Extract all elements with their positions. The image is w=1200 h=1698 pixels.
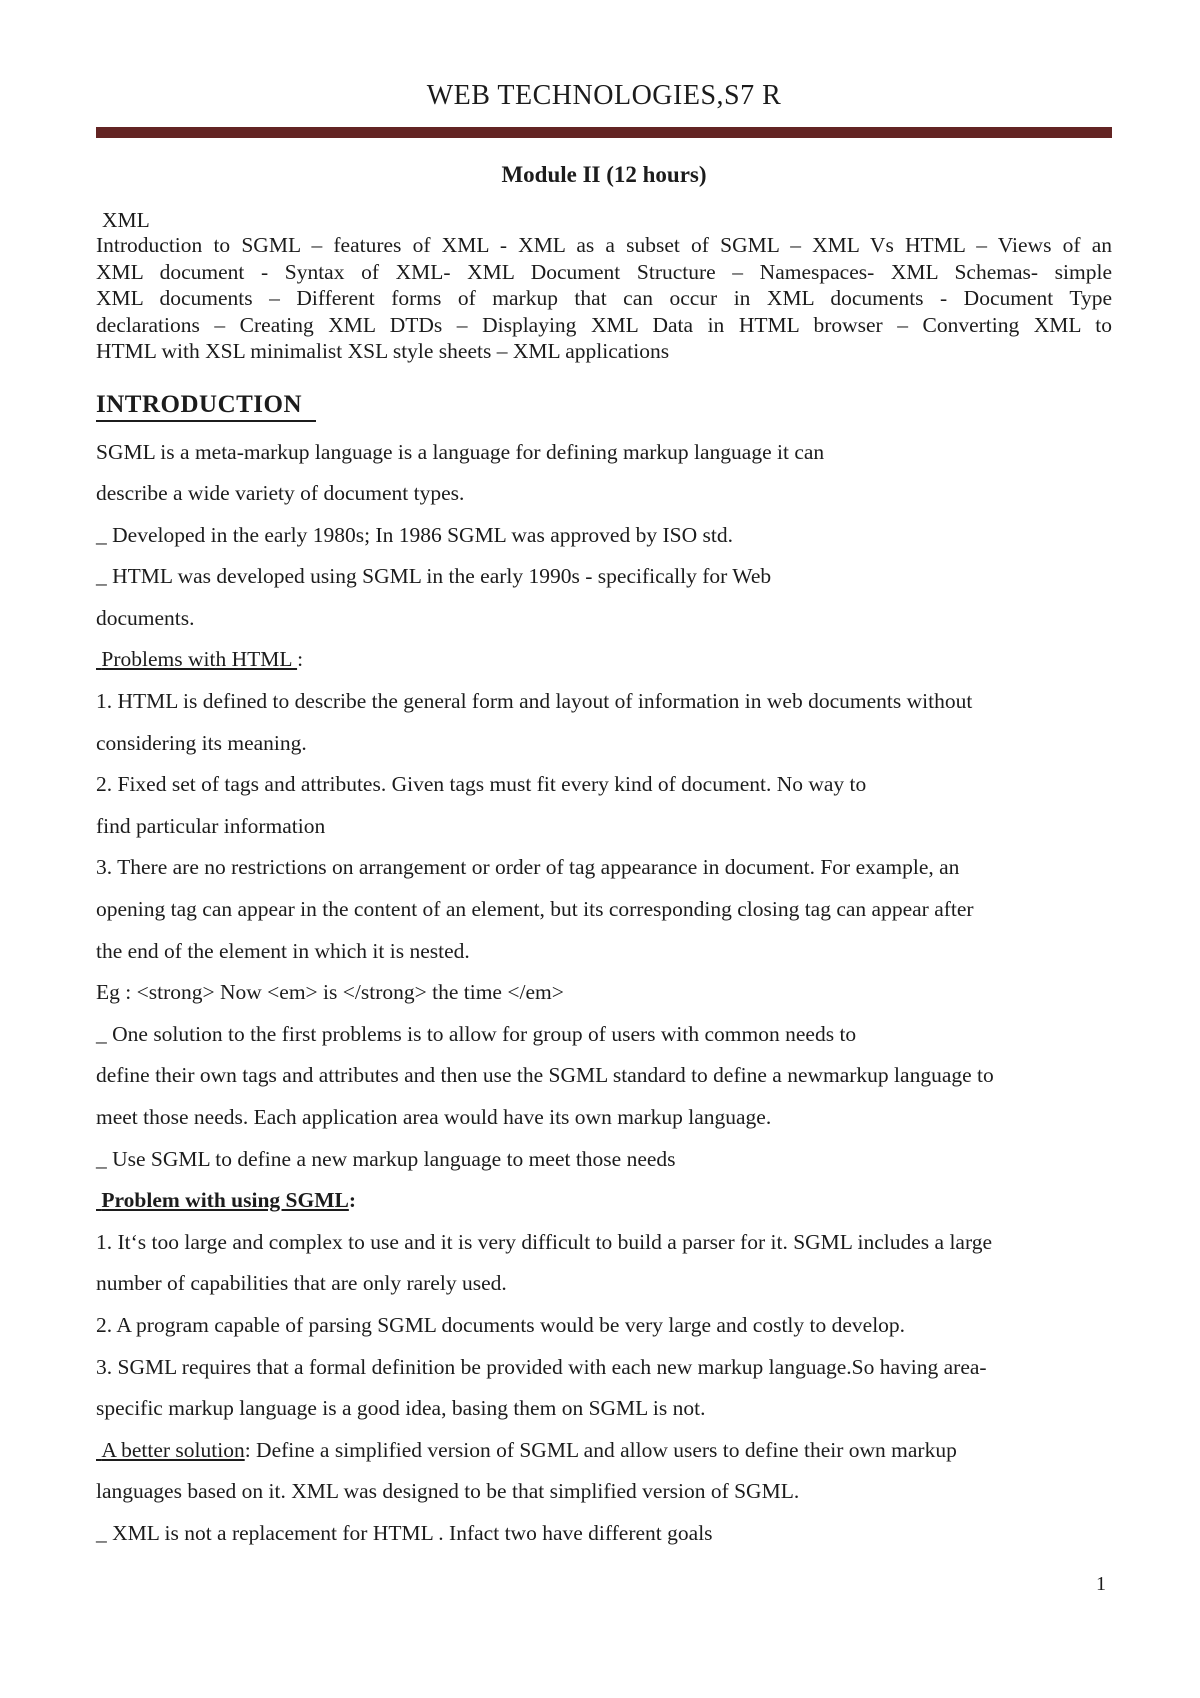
body-line: _ Developed in the early 1980s; In 1986 SGML was approved by ISO std. <box>96 522 733 547</box>
introduction-heading <box>96 391 1112 422</box>
body-line: 3. SGML requires that a formal definition be provided with each new markup language.So having area- <box>96 1354 987 1379</box>
body-line: specific markup language is a good idea, basing them on SGML is not. <box>96 1396 706 1421</box>
body-line: meet those needs. Each application area would have its own markup language. <box>96 1105 772 1129</box>
body-line: 1. It‘s too large and complex to use and it is very difficult to build a parser for it. SGML includes a large <box>96 1229 993 1254</box>
body-line: _ XML is not a replacement for HTML . Infact two have different goals <box>96 1520 713 1545</box>
topic-label: XML <box>102 208 150 232</box>
title-divider-rule <box>96 127 1112 138</box>
body-line: the end of the element in which it is nested. <box>96 938 470 963</box>
syllabus-paragraph <box>96 232 1112 365</box>
body-line: _ Use SGML to define a new markup language to meet those needs <box>96 1146 676 1171</box>
body-line: describe a wide variety of document types. <box>96 481 465 506</box>
page-title: WEB TECHNOLOGIES,S7 R <box>426 80 782 111</box>
syllabus-line: declarations – Creating XML DTDs – Displaying XML Data in HTML browser – Converting XML to <box>96 312 1112 337</box>
body-line: find particular information <box>96 813 326 838</box>
body-line: Problem with using SGML: <box>96 1188 357 1213</box>
body-line: number of capabilities that are only rarely used. <box>96 1271 507 1296</box>
body-line: 3. There are no restrictions on arrangement or order of tag appearance in document. For example, an <box>96 855 960 880</box>
body-line: 2. A program capable of parsing SGML documents would be very large and costly to develop. <box>96 1312 906 1337</box>
body-line: SGML is a meta-markup language is a language for defining markup language it can <box>96 439 825 464</box>
syllabus-line: Introduction to SGML – features of XML - XML as a subset of SGML – XML Vs HTML – Views of an <box>96 233 1112 257</box>
body-line: _ One solution to the first problems is to allow for group of users with common needs to <box>96 1021 857 1046</box>
body-line: define their own tags and attributes and then use the SGML standard to define a newmarkup language to <box>96 1063 994 1088</box>
syllabus-line: HTML with XSL minimalist XSL style sheets – XML applications <box>96 339 670 363</box>
body-line: _ HTML was developed using SGML in the early 1990s - specifically for Web <box>96 564 772 589</box>
module-heading: Module II (12 hours) <box>501 162 707 187</box>
body-line: considering its meaning. <box>96 730 307 755</box>
body-line: 1. HTML is defined to describe the general form and layout of information in web documents without <box>96 689 973 714</box>
body-line: languages based on it. XML was designed to be that simplified version of SGML. <box>96 1479 800 1504</box>
introduction-body <box>96 432 1112 1555</box>
introduction-heading-text: INTRODUCTION <box>96 391 316 422</box>
body-line: Eg : <strong> Now <em> is </strong> the time </em> <box>96 980 564 1005</box>
page-number: 1 <box>1096 1573 1106 1595</box>
syllabus-line: XML document - Syntax of XML- XML Document Structure – Namespaces- XML Schemas- simple <box>96 259 1112 284</box>
syllabus-line: XML documents – Different forms of markup that can occur in XML documents - Document Type <box>96 286 1112 310</box>
body-line: opening tag can appear in the content of an element, but its corresponding closing tag can appear after <box>96 897 974 922</box>
body-line: A better solution: Define a simplified version of SGML and allow users to define their own markup <box>96 1437 957 1462</box>
body-line: 2. Fixed set of tags and attributes. Given tags must fit every kind of document. No way to <box>96 772 867 797</box>
body-line: documents. <box>96 605 195 630</box>
body-line: Problems with HTML : <box>96 647 304 672</box>
